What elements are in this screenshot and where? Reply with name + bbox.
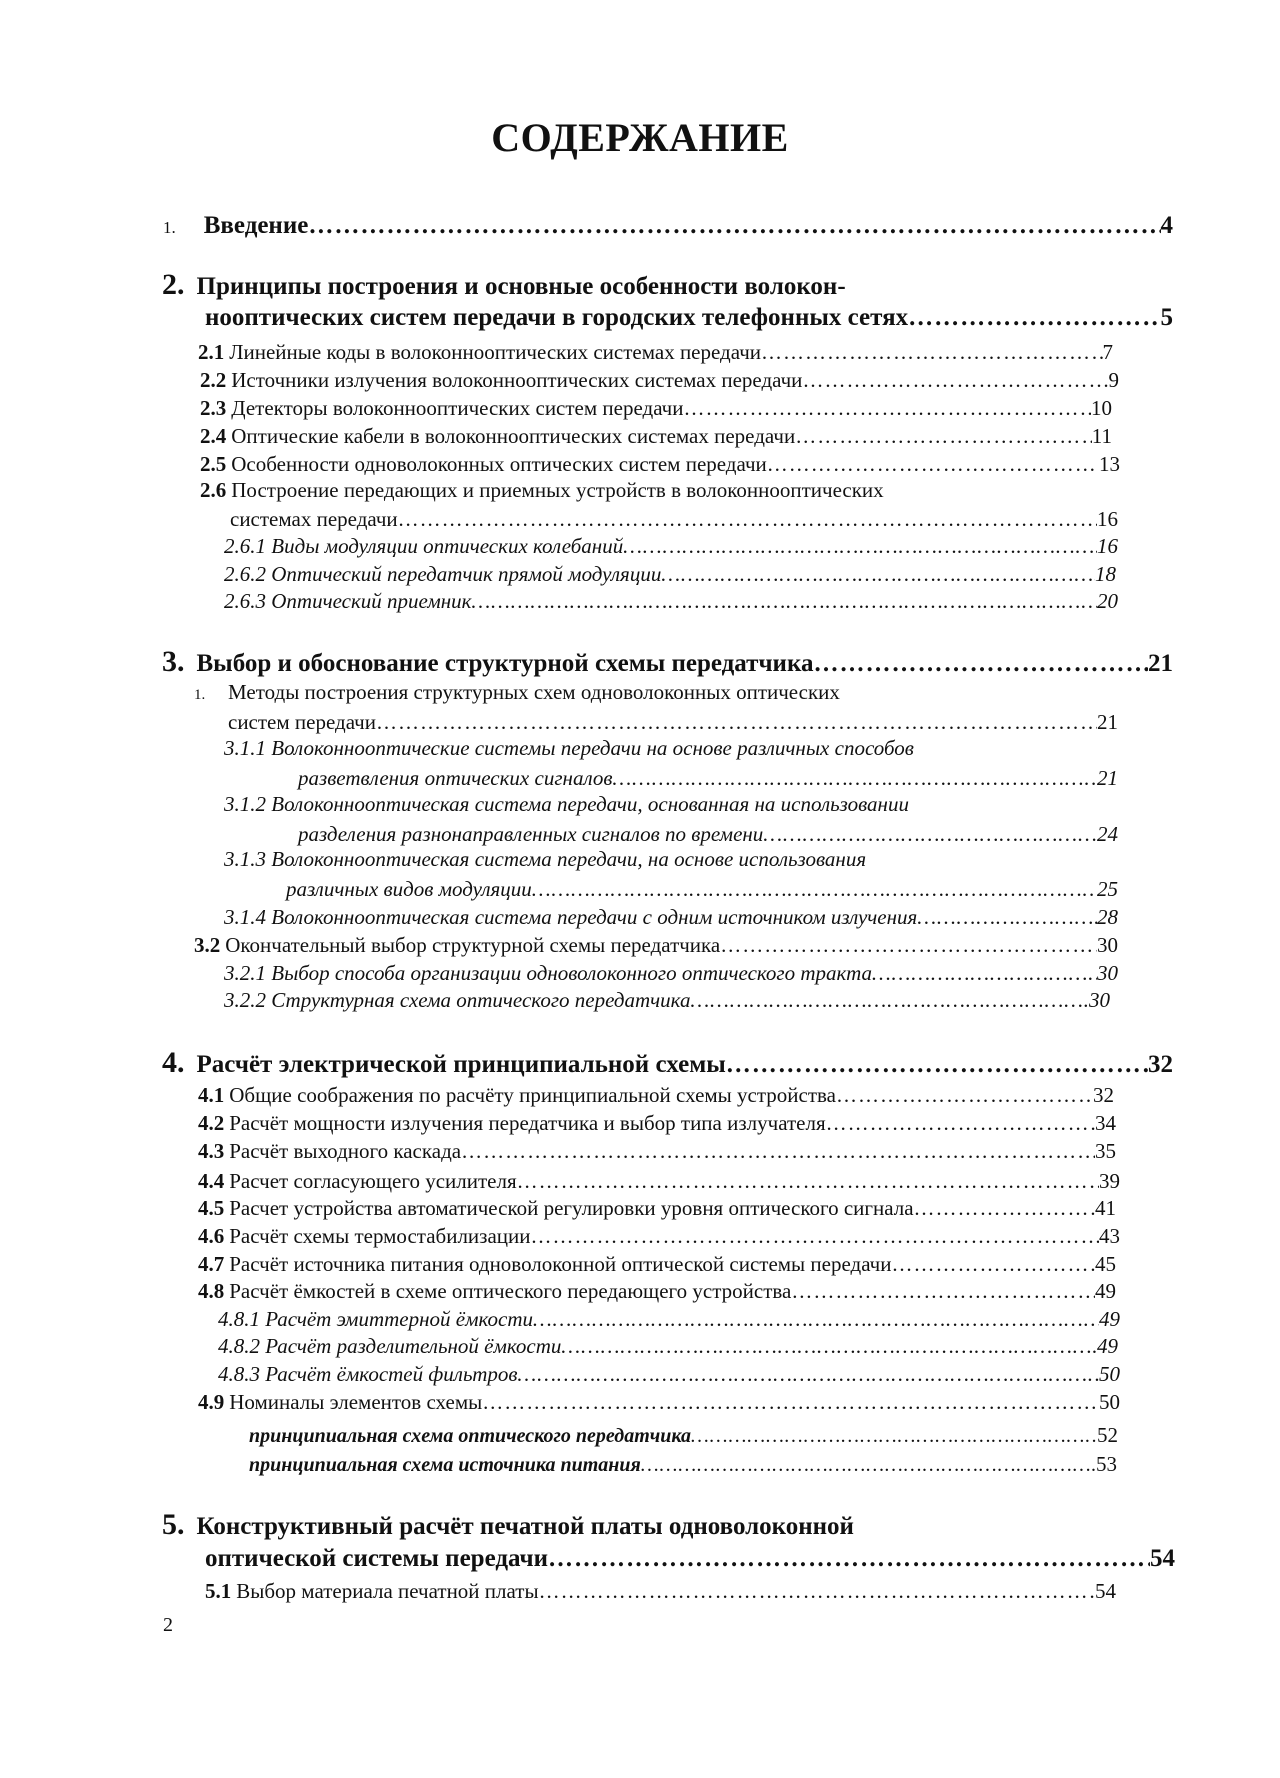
dot-leader xyxy=(641,1454,1096,1477)
dot-leader xyxy=(532,877,1097,902)
toc-page: 21 xyxy=(1097,710,1118,734)
dot-leader xyxy=(802,368,1108,393)
toc-title: Расчёт выходного каскада xyxy=(229,1139,462,1163)
toc-title: Линейные коды в волоконнооптических системах передачи xyxy=(229,340,762,364)
toc-entry-3-1-line2[interactable] xyxy=(228,710,1118,735)
toc-title: Расчёт ёмкостей в схеме оптического передающего устройства xyxy=(229,1279,792,1303)
dot-leader xyxy=(908,304,1160,332)
toc-entry-4-8-3[interactable] xyxy=(218,1362,1120,1387)
dot-leader xyxy=(763,822,1097,847)
toc-title: 4.8.3 Расчёт ёмкостей фильтров xyxy=(218,1362,518,1386)
toc-number: 4. xyxy=(162,1046,185,1079)
toc-title: Расчёт схемы термостабилизации xyxy=(229,1224,531,1248)
toc-title-cont: нооптических систем передачи в городских телефонных сетях xyxy=(205,304,909,331)
dot-leader xyxy=(917,905,1097,930)
toc-page: 43 xyxy=(1099,1224,1120,1248)
toc-page: 32 xyxy=(1148,1051,1173,1078)
toc-page: 5 xyxy=(1160,304,1173,331)
toc-title: 3.2.2 Структурная схема оптического передатчика xyxy=(224,988,691,1012)
toc-number: 4.9 xyxy=(198,1390,225,1414)
toc-page: 13 xyxy=(1099,452,1120,476)
toc-number: 2.5 xyxy=(200,452,227,476)
toc-number: 1. xyxy=(163,218,176,237)
toc-page: 16 xyxy=(1097,534,1118,558)
toc-title: Источники излучения волоконнооптических системах передачи xyxy=(231,368,803,392)
dot-leader xyxy=(836,1083,1093,1108)
toc-number: 5. xyxy=(162,1508,185,1541)
toc-title: Окончательный выбор структурной схемы передатчика xyxy=(225,933,721,957)
toc-number: 4.7 xyxy=(198,1252,225,1276)
toc-title: 3.2.1 Выбор способа организации одноволоконного оптического тракта xyxy=(224,961,872,985)
toc-number: 4.2 xyxy=(198,1111,225,1135)
dot-leader xyxy=(471,589,1097,614)
dot-leader xyxy=(813,650,1148,678)
toc-title: Расчет согласующего усилителя xyxy=(229,1169,517,1193)
dot-leader xyxy=(561,1334,1097,1359)
toc-entry-4[interactable] xyxy=(162,1046,1173,1080)
toc-title: принципиальная схема оптического передатчика xyxy=(249,1425,692,1447)
toc-title: Методы построения структурных схем одноволоконных оптических xyxy=(228,680,840,704)
toc-entry-3-1-4[interactable] xyxy=(224,905,1118,930)
toc-title-cont: системах передачи xyxy=(230,507,398,531)
dot-leader xyxy=(518,1362,1099,1387)
toc-entry-2-1[interactable] xyxy=(198,340,1113,365)
toc-page: 35 xyxy=(1095,1139,1116,1163)
toc-entry-2-6-line1[interactable] xyxy=(200,480,884,501)
toc-page: 11 xyxy=(1091,424,1112,448)
dot-leader xyxy=(826,1111,1095,1136)
toc-entry-5-line2[interactable] xyxy=(205,1545,1175,1573)
toc-page: 39 xyxy=(1099,1169,1120,1193)
dot-leader xyxy=(791,1279,1095,1304)
toc-entry-2-3[interactable] xyxy=(200,396,1112,421)
toc-entry-4-8[interactable] xyxy=(198,1279,1116,1304)
toc-title: 3.1.4 Волоконнооптическая система передачи с одним источником излучения xyxy=(224,905,918,929)
toc-number: 1. xyxy=(194,687,206,703)
toc-number: 2.2 xyxy=(200,368,227,392)
toc-entry-4-7[interactable] xyxy=(198,1252,1116,1277)
toc-page: 54 xyxy=(1150,1545,1175,1572)
toc-page: 30 xyxy=(1089,988,1110,1012)
toc-title-cont: разветвления оптических сигналов xyxy=(298,766,613,790)
toc-title: 2.6.1 Виды модуляции оптических колебаний xyxy=(224,534,624,558)
page-title: СОДЕРЖАНИЕ xyxy=(491,115,789,160)
toc-entry-3-1-3-line2[interactable] xyxy=(286,877,1118,902)
toc-title: 4.8.2 Расчёт разделительной ёмкости xyxy=(218,1334,562,1358)
toc-page: 10 xyxy=(1091,396,1112,420)
toc-entry-4-8-2[interactable] xyxy=(218,1334,1118,1359)
toc-page: 25 xyxy=(1097,877,1118,901)
toc-number: 2.4 xyxy=(200,424,227,448)
toc-page: 49 xyxy=(1099,1307,1120,1331)
toc-title: Выбор материала печатной платы xyxy=(236,1579,539,1603)
toc-number: 4.4 xyxy=(198,1169,225,1193)
dot-leader xyxy=(539,1579,1095,1604)
toc-page: 41 xyxy=(1095,1196,1116,1220)
toc-page: 50 xyxy=(1099,1362,1120,1386)
toc-page: 32 xyxy=(1093,1083,1114,1107)
toc-title: 3.1.1 Волоконнооптические системы передачи на основе различных способов xyxy=(224,736,914,760)
toc-entry-4-6[interactable] xyxy=(198,1224,1120,1249)
toc-entry-schematic-power[interactable] xyxy=(249,1452,1117,1477)
toc-number: 4.1 xyxy=(198,1083,225,1107)
dot-leader xyxy=(533,1307,1099,1332)
toc-entry-3-2-1[interactable] xyxy=(224,961,1118,986)
toc-entry-3-1-line1[interactable] xyxy=(194,682,840,703)
toc-number: 4.5 xyxy=(198,1196,225,1220)
toc-number: 4.8 xyxy=(198,1279,225,1303)
dot-leader xyxy=(683,396,1091,421)
toc-number: 4.3 xyxy=(198,1139,225,1163)
toc-page: 45 xyxy=(1095,1252,1116,1276)
dot-leader xyxy=(482,1390,1099,1415)
dot-leader xyxy=(726,1051,1148,1079)
toc-title: 3.1.3 Волоконнооптическая система передачи, на основе использования xyxy=(224,847,867,871)
toc-entry-3-1-1-line2[interactable] xyxy=(298,766,1118,791)
dot-leader xyxy=(308,212,1160,240)
dot-leader xyxy=(891,1252,1095,1277)
toc-entry-5-1[interactable] xyxy=(205,1579,1116,1604)
toc-entry-4-1[interactable] xyxy=(198,1083,1114,1108)
toc-entry-3-1-2-line1[interactable] xyxy=(224,794,909,815)
toc-title: Оптические кабели в волоконнооптических системах передачи xyxy=(231,424,796,448)
toc-entry-2-5[interactable] xyxy=(200,452,1120,477)
toc-page: 4 xyxy=(1160,212,1173,239)
dot-leader xyxy=(517,1169,1099,1194)
toc-title: принципиальная схема источника питания xyxy=(249,1454,641,1476)
toc-page: 52 xyxy=(1097,1423,1118,1447)
toc-title: 2.6.2 Оптический передатчик прямой модуляции xyxy=(224,562,662,586)
dot-leader xyxy=(795,424,1092,449)
toc-title: Построение передающих и приемных устройств в волоконнооптических xyxy=(231,478,884,502)
toc-entry-schematic-transmitter[interactable] xyxy=(249,1423,1118,1448)
toc-number: 2.6 xyxy=(200,478,227,502)
dot-leader xyxy=(531,1224,1100,1249)
toc-entry-3-1-3-line1[interactable] xyxy=(224,849,866,870)
toc-number: 2.1 xyxy=(198,340,225,364)
dot-leader xyxy=(612,766,1097,791)
toc-number: 3. xyxy=(162,645,185,678)
toc-number: 5.1 xyxy=(205,1579,232,1603)
toc-page: 49 xyxy=(1097,1334,1118,1358)
dot-leader xyxy=(461,1139,1095,1164)
toc-title: Расчёт мощности излучения передатчика и выбор типа излучателя xyxy=(229,1111,826,1135)
toc-title: Особенности одноволоконных оптических систем передачи xyxy=(231,452,767,476)
toc-title: Общие соображения по расчёту принципиальной схемы устройства xyxy=(229,1083,836,1107)
toc-entry-5-line1[interactable] xyxy=(162,1510,854,1540)
toc-title: Расчет устройства автоматической регулировки уровня оптического сигнала xyxy=(229,1196,914,1220)
toc-title: Конструктивный расчёт печатной платы одноволоконной xyxy=(196,1513,854,1540)
toc-entry-4-8-1[interactable] xyxy=(218,1307,1120,1332)
dot-leader xyxy=(690,988,1089,1013)
toc-entry-2-6-1[interactable] xyxy=(224,534,1118,559)
toc-entry-2-6-line2[interactable] xyxy=(230,507,1118,532)
toc-page: 24 xyxy=(1097,822,1118,846)
toc-title: Выбор и обоснование структурной схемы передатчика xyxy=(196,650,814,677)
page-number-footer: 2 xyxy=(163,1614,173,1636)
toc-entry-3-2-2[interactable] xyxy=(224,988,1110,1013)
toc-number: 2. xyxy=(162,268,185,301)
toc-page: 21 xyxy=(1097,766,1118,790)
toc-number: 3.2 xyxy=(194,933,221,957)
toc-entry-3-2[interactable] xyxy=(194,933,1118,958)
toc-page: 54 xyxy=(1095,1579,1116,1603)
toc-entry-4-3[interactable] xyxy=(198,1139,1116,1164)
toc-page: 7 xyxy=(1102,340,1113,364)
toc-title: Номиналы элементов схемы xyxy=(229,1390,483,1414)
dot-leader xyxy=(872,961,1097,986)
toc-entry-3[interactable] xyxy=(162,645,1173,679)
toc-title: Детекторы волоконнооптических систем передачи xyxy=(231,396,684,420)
toc-entry-1[interactable] xyxy=(163,212,1173,240)
toc-page: 9 xyxy=(1108,368,1119,392)
toc-number: 4.6 xyxy=(198,1224,225,1248)
toc-entry-2-6-2[interactable] xyxy=(224,562,1116,587)
toc-page: 50 xyxy=(1099,1390,1120,1414)
dot-leader xyxy=(548,1545,1150,1573)
toc-page: 20 xyxy=(1097,589,1118,613)
toc-title: 2.6.3 Оптический приемник xyxy=(224,589,472,613)
toc-entry-2-4[interactable] xyxy=(200,424,1112,449)
toc-page: 34 xyxy=(1095,1111,1116,1135)
toc-entry-2-line2[interactable] xyxy=(205,304,1173,332)
toc-entry-4-2[interactable] xyxy=(198,1111,1116,1136)
toc-title: 3.1.2 Волоконнооптическая система передачи, основанная на использовании xyxy=(224,792,909,816)
dot-leader xyxy=(623,534,1097,559)
toc-entry-4-9[interactable] xyxy=(198,1390,1120,1415)
toc-page: 53 xyxy=(1096,1452,1117,1476)
dot-leader xyxy=(661,562,1095,587)
toc-entry-3-1-1-line1[interactable] xyxy=(224,738,914,759)
toc-entry-2-2[interactable] xyxy=(200,368,1119,393)
toc-number: 2.3 xyxy=(200,396,227,420)
toc-title: Принципы построения и основные особенности волокон- xyxy=(196,273,846,300)
dot-leader xyxy=(691,1425,1097,1448)
toc-title-cont: систем передачи xyxy=(228,710,376,734)
toc-entry-2-line1[interactable] xyxy=(162,270,846,300)
dot-leader xyxy=(761,340,1102,365)
toc-entry-3-1-2-line2[interactable] xyxy=(298,822,1118,847)
toc-page: 21 xyxy=(1148,650,1173,677)
toc-page: 30 xyxy=(1097,961,1118,985)
toc-entry-2-6-3[interactable] xyxy=(224,589,1118,614)
toc-title: 4.8.1 Расчёт эмиттерной ёмкости xyxy=(218,1307,533,1331)
toc-entry-4-4[interactable] xyxy=(198,1169,1120,1194)
toc-title-cont: различных видов модуляции xyxy=(286,877,532,901)
toc-page: 18 xyxy=(1095,562,1116,586)
toc-entry-4-5[interactable] xyxy=(198,1196,1116,1221)
toc-title: Введение xyxy=(203,212,309,239)
toc-page: 49 xyxy=(1095,1279,1116,1303)
toc-title-cont: оптической системы передачи xyxy=(205,1545,549,1572)
toc-title-cont: разделения разнонаправленных сигналов по времени xyxy=(298,822,764,846)
toc-title: Расчёт источника питания одноволоконной оптической системы передачи xyxy=(229,1252,892,1276)
dot-leader xyxy=(398,507,1097,532)
dot-leader xyxy=(914,1196,1095,1221)
toc-page: 16 xyxy=(1097,507,1118,531)
toc-page: 28 xyxy=(1097,905,1118,929)
dot-leader xyxy=(720,933,1097,958)
dot-leader xyxy=(376,710,1097,735)
dot-leader xyxy=(767,452,1099,477)
toc-page: 30 xyxy=(1097,933,1118,957)
toc-title: Расчёт электрической принципиальной схемы xyxy=(196,1051,726,1078)
